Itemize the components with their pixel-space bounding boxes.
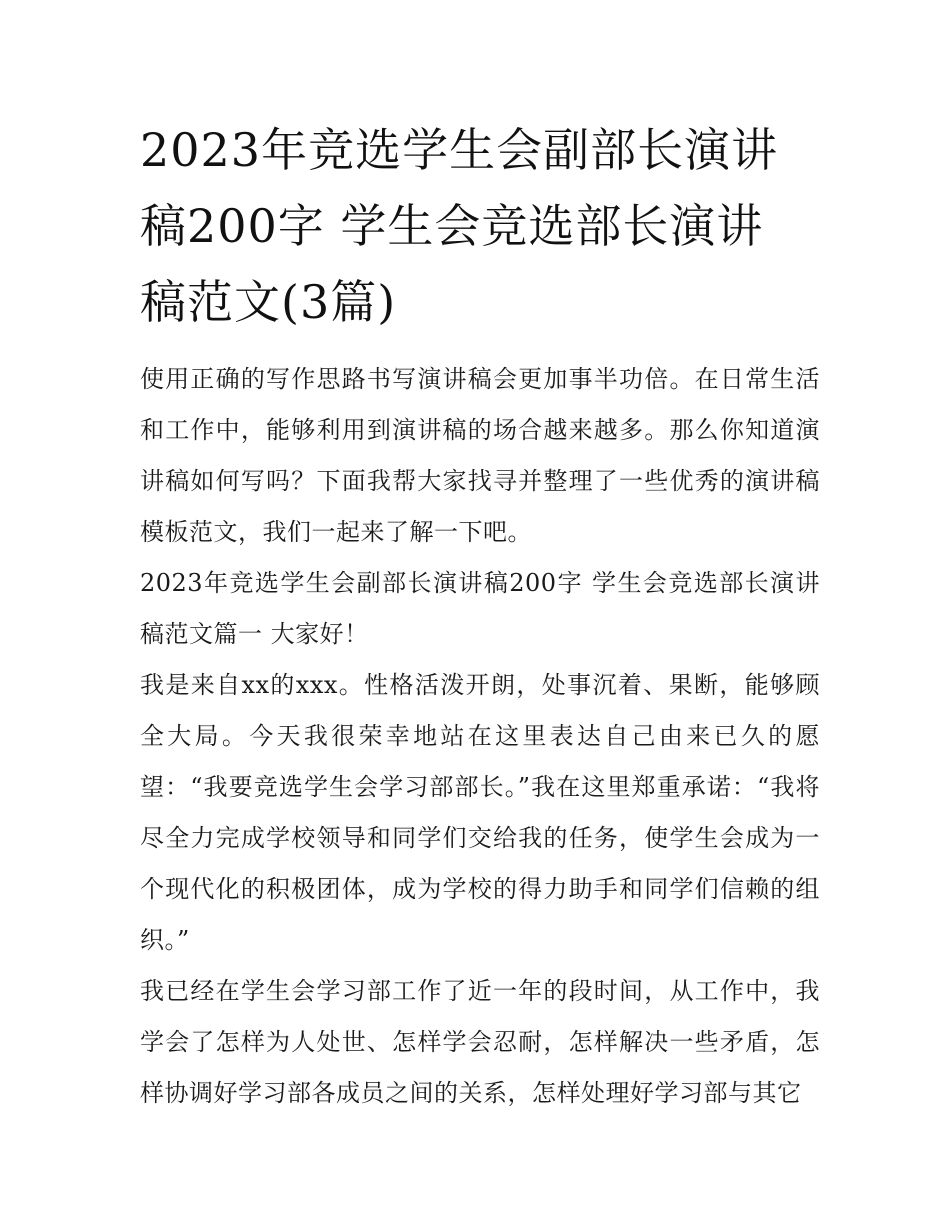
title-line-1: 2023年竞选学生会副部长演讲: [140, 123, 779, 177]
title-line-3: 稿范文(3篇): [140, 275, 397, 329]
body-paragraph-2: 我已经在学生会学习部工作了近一年的段时间，从工作中，我学会了怎样为人处世、怎样学会忍耐，怎样解决一些矛盾，怎样协调好学习部各成员之间的关系，怎样处理好学习部与其它: [140, 977, 820, 1107]
section-heading-paragraph: 2023年竞选学生会副部长演讲稿200字 学生会竞选部长演讲稿范文篇一 大家好！: [140, 569, 820, 648]
intro-paragraph: 使用正确的写作思路书写演讲稿会更加事半功倍。在日常生活和工作中，能够利用到演讲稿的场合越来越多。那么你知道演讲稿如何写吗？下面我帮大家找寻并整理了一些优秀的演讲稿模板范文，我们一起来了解一下吧。: [140, 365, 820, 546]
title-line-2: 稿200字 学生会竞选部长演讲: [140, 199, 764, 253]
body-paragraph-1: 我是来自xx的xxx。性格活泼开朗，处事沉着、果断，能够顾全大局。今天我很荣幸地站在这里表达自己由来已久的愿望：“我要竞选学生会学习部部长。”我在这里郑重承诺：“我将尽全力完成学校领导和同学们交给我的任务，使学生会成为一个现代化的积极团体，成为学校的得力助手和同学们信赖的组织。”: [140, 671, 820, 954]
document-title: [140, 112, 820, 340]
document-content: [140, 112, 820, 1119]
